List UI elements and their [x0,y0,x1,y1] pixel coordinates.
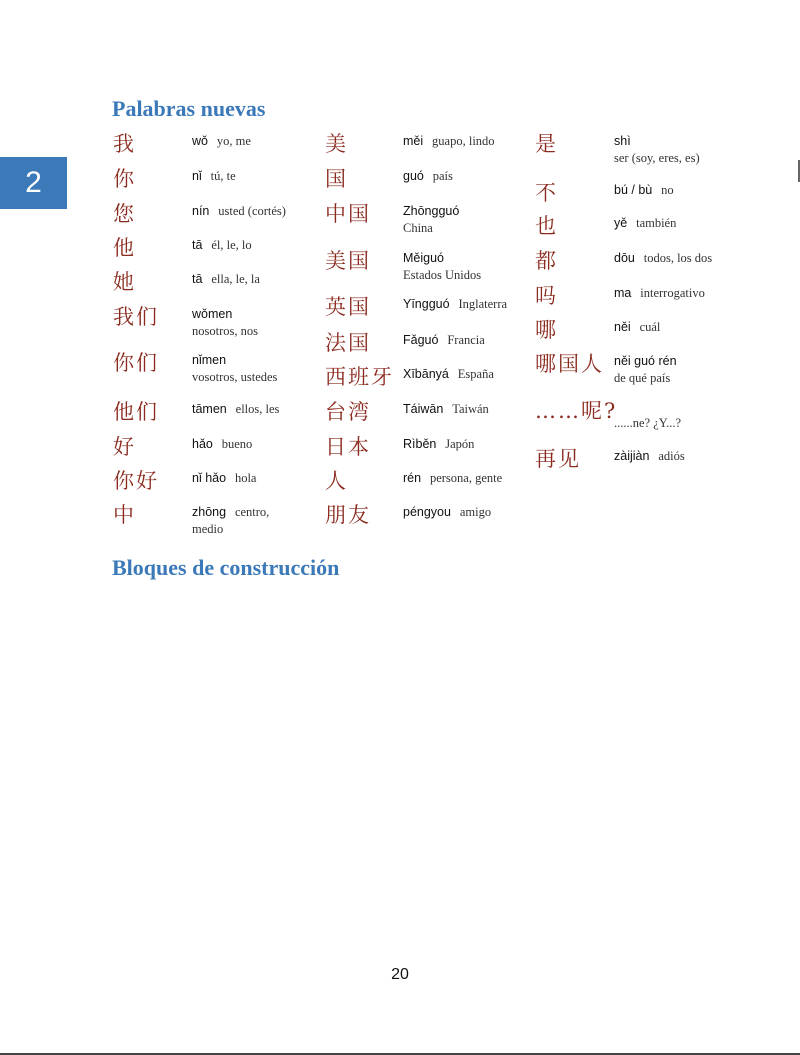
vocab-section-title: Palabras nuevas [112,96,266,121]
vocab-line [403,331,485,349]
vocab-meaning [192,351,277,386]
vocab-hanzi: 美 [325,132,348,156]
vocab-gloss: ella, le, la [211,272,260,286]
vocab-line [192,351,277,369]
vocab-meaning [614,132,700,167]
vocab-pinyin: měi [403,134,424,148]
vocab-pinyin: něi [614,320,631,334]
vocab-line [192,503,269,521]
vocab-gloss: no [661,183,674,197]
vocab-gloss: Taiwán [452,402,489,416]
vocab-meaning [614,318,660,336]
vocab-pinyin: guó [403,169,424,183]
vocab-line [192,400,279,418]
vocab-line [614,284,705,302]
vocab-line [403,503,491,521]
vocab-gloss: España [457,367,494,381]
vocab-line [192,202,286,220]
vocab-meaning [192,202,286,220]
blocks-section-title: Bloques de construcción [112,555,340,580]
vocab-line [614,181,674,199]
vocab-hanzi: 日本 [325,435,371,459]
vocab-gloss: yo, me [216,134,251,148]
vocab-hanzi: 我们 [113,305,159,329]
vocab-meaning [403,295,507,313]
vocab-gloss: él, le, lo [211,238,252,252]
vocab-meaning [192,236,252,254]
vocab-gloss-second-line: China [403,221,433,235]
vocab-pinyin: zàijiàn [614,449,650,463]
vocab-gloss: Francia [447,333,485,347]
vocab-hanzi: 哪 [535,318,558,342]
vocab-line [403,132,495,150]
vocab-line [192,435,252,453]
vocab-gloss: todos, los dos [643,251,713,265]
vocab-meaning [403,202,459,237]
vocab-pinyin: Rìběn [403,437,437,451]
vocab-gloss: hola [234,471,257,485]
vocab-pinyin: tā [192,272,203,286]
vocab-pinyin: něi guó rén [614,354,677,368]
vocab-hanzi: 都 [535,249,558,273]
vocab-meaning [403,400,489,418]
vocab-line [192,469,256,487]
vocab-hanzi: 他 [113,236,136,260]
vocab-line [192,132,251,150]
vocab-line [403,469,502,487]
vocab-pinyin: yě [614,216,628,230]
vocab-meaning [403,503,491,521]
vocab-meaning [192,305,258,340]
vocab-hanzi: 国 [325,167,348,191]
vocab-meaning [614,214,676,232]
vocab-pinyin: tā [192,238,203,252]
vocab-pinyin: rén [403,471,422,485]
vocab-meaning [192,435,252,453]
vocab-meaning [614,447,685,465]
vocab-hanzi: 吗 [535,284,558,308]
vocab-gloss: Inglaterra [458,297,508,311]
vocab-hanzi: 美国 [325,249,371,273]
vocab-pinyin: zhōng [192,505,227,519]
vocab-pinyin: wǒmen [192,307,233,321]
vocab-pinyin: wǒ [192,134,208,148]
vocab-line [403,400,489,418]
vocab-pinyin: ma [614,286,632,300]
vocab-gloss-second-line: Estados Unidos [403,268,482,282]
vocab-hanzi: 人 [325,469,348,493]
vocab-line [192,236,252,254]
vocab-line [614,132,700,150]
vocab-meaning [614,284,705,302]
vocab-hanzi: 西班牙 [325,365,394,389]
vocab-gloss: tú, te [210,169,236,183]
vocab-hanzi: 你好 [113,469,159,493]
vocab-pinyin: Yīngguó [403,297,450,311]
vocab-hanzi: 中 [113,503,136,527]
vocab-line [403,249,481,267]
vocab-line [192,305,258,323]
vocab-gloss: cuál [639,320,661,334]
vocab-hanzi: 英国 [325,295,371,319]
vocab-gloss: ellos, les [235,402,280,416]
vocab-meaning [403,435,474,453]
vocab-pinyin: nǐmen [192,353,227,367]
vocab-hanzi: 是 [535,132,558,156]
vocab-gloss-second-line: vosotros, ustedes [192,370,278,384]
vocab-hanzi: 朋友 [325,503,371,527]
vocab-gloss-second-line: medio [192,522,224,536]
vocab-pinyin: nǐ hǎo [192,471,227,485]
vocab-line [403,167,453,185]
vocab-hanzi: 再见 [535,447,581,471]
vocab-gloss: interrogativo [640,286,705,300]
vocab-gloss: Japón [445,437,475,451]
vocab-line [192,270,260,288]
vocab-meaning [614,352,677,387]
vocab-pinyin: tāmen [192,402,227,416]
chapter-tab: 2 [0,157,67,209]
vocab-meaning [192,270,260,288]
vocab-hanzi: 我 [113,132,136,156]
vocab-gloss-second-line: ......ne? ¿Y...? [614,416,682,430]
vocab-gloss: persona, gente [429,471,503,485]
vocab-pinyin: Fǎguó [403,333,439,347]
vocab-pinyin: nǐ [192,169,202,183]
vocab-meaning [192,400,279,418]
vocab-hanzi: 你们 [113,351,159,375]
vocab-hanzi: 哪国人 [535,352,604,376]
vocab-meaning [403,331,485,349]
vocab-pinyin: Táiwān [403,402,444,416]
vocab-hanzi: 你 [113,167,136,191]
vocab-pinyin: Zhōngguó [403,204,460,218]
vocab-pinyin: nín [192,204,210,218]
vocab-meaning [403,469,502,487]
vocab-meaning [192,167,236,185]
vocab-gloss: también [636,216,677,230]
vocab-meaning [614,181,674,199]
vocab-gloss-second-line: nosotros, nos [192,324,258,338]
vocab-line [403,365,494,383]
vocab-line [403,435,474,453]
vocab-meaning [192,132,251,150]
vocab-hanzi: 中国 [325,202,371,226]
vocab-hanzi: 他们 [113,400,159,424]
vocab-hanzi: ……呢? [535,399,618,423]
vocab-meaning [614,415,681,432]
vocab-gloss: país [432,169,453,183]
vocab-line [614,447,685,465]
vocab-pinyin: shì [614,134,631,148]
vocab-pinyin: péngyou [403,505,451,519]
vocab-line [403,202,459,220]
vocab-meaning [403,249,481,284]
vocab-hanzi: 她 [113,270,136,294]
vocab-hanzi: 您 [113,202,136,226]
vocab-line [614,318,660,336]
vocab-hanzi: 不 [535,181,558,205]
vocab-gloss: usted (cortés) [218,204,286,218]
vocab-pinyin: Xībānyá [403,367,449,381]
vocab-pinyin: hǎo [192,437,213,451]
vocab-pinyin: bú / bù [614,183,653,197]
vocab-meaning [403,365,494,383]
vocab-gloss: centro, [234,505,270,519]
vocab-meaning [403,132,495,150]
vocab-hanzi: 也 [535,214,558,238]
vocab-hanzi: 台湾 [325,400,371,424]
vocab-gloss: amigo [459,505,492,519]
vocab-gloss-second-line: ser (soy, eres, es) [614,151,700,165]
vocab-meaning [192,469,256,487]
vocab-pinyin: dōu [614,251,635,265]
page-number: 20 [391,966,409,983]
vocab-line [192,167,236,185]
vocab-meaning [403,167,453,185]
vocab-gloss: guapo, lindo [432,134,495,148]
vocab-gloss: bueno [221,437,253,451]
vocab-line [403,295,507,313]
vocab-pinyin: Měiguó [403,251,444,265]
vocab-gloss: adiós [658,449,685,463]
vocab-hanzi: 法国 [325,331,371,355]
vocab-line [614,352,677,370]
vocab-gloss-second-line: de qué país [614,371,671,385]
vocab-meaning [614,249,712,267]
vocab-meaning [192,503,269,538]
vocab-hanzi: 好 [113,435,136,459]
vocab-line [614,249,712,267]
vocab-line [614,214,676,232]
